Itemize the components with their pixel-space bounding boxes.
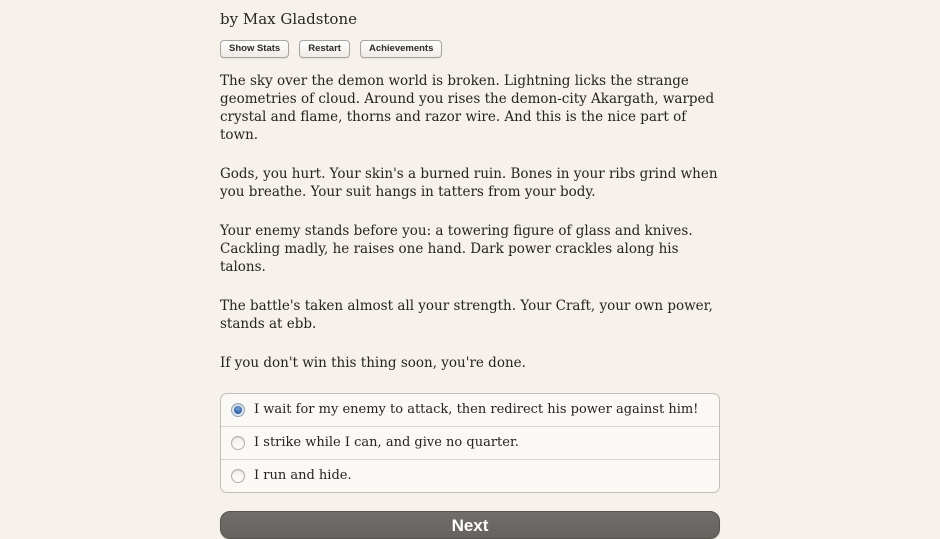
- choice-label: I strike while I can, and give no quarter.: [254, 435, 519, 450]
- story-paragraph: The battle's taken almost all your strength. Your Craft, your own power, stands at ebb.: [220, 298, 713, 332]
- radio-button-icon[interactable]: [231, 469, 245, 483]
- choice-option[interactable]: [221, 426, 719, 459]
- game-content: [220, 0, 720, 539]
- restart-button[interactable]: Restart: [299, 40, 350, 58]
- story-paragraph: Gods, you hurt. Your skin's a burned ruin. Bones in your ribs grind when you breathe. Your suit hangs in tatters from your body.: [220, 166, 718, 200]
- story-paragraph: If you don't win this thing soon, you're done.: [220, 355, 526, 371]
- choice-label: I wait for my enemy to attack, then redirect his power against him!: [254, 402, 699, 417]
- achievements-button[interactable]: Achievements: [360, 40, 442, 58]
- choice-option[interactable]: [221, 459, 719, 492]
- byline: by Max Gladstone: [220, 10, 357, 28]
- next-button[interactable]: Next: [220, 511, 720, 539]
- choice-label: I run and hide.: [254, 468, 352, 483]
- story-text: [220, 72, 720, 372]
- show-stats-button[interactable]: Show Stats: [220, 40, 289, 58]
- radio-button-icon[interactable]: [231, 403, 245, 417]
- choice-list: [220, 393, 720, 493]
- choice-option[interactable]: [221, 394, 719, 426]
- story-paragraph: The sky over the demon world is broken. Lightning licks the strange geometries of cloud. Around you rises the demon-city Akargath, warped crystal and flame, thorns and razor wire. And this is the nice part of town.: [220, 73, 715, 143]
- radio-button-icon[interactable]: [231, 436, 245, 450]
- toolbar: [220, 40, 720, 58]
- story-paragraph: Your enemy stands before you: a towering figure of glass and knives. Cackling madly, he raises one hand. Dark power crackles along his talons.: [220, 223, 693, 275]
